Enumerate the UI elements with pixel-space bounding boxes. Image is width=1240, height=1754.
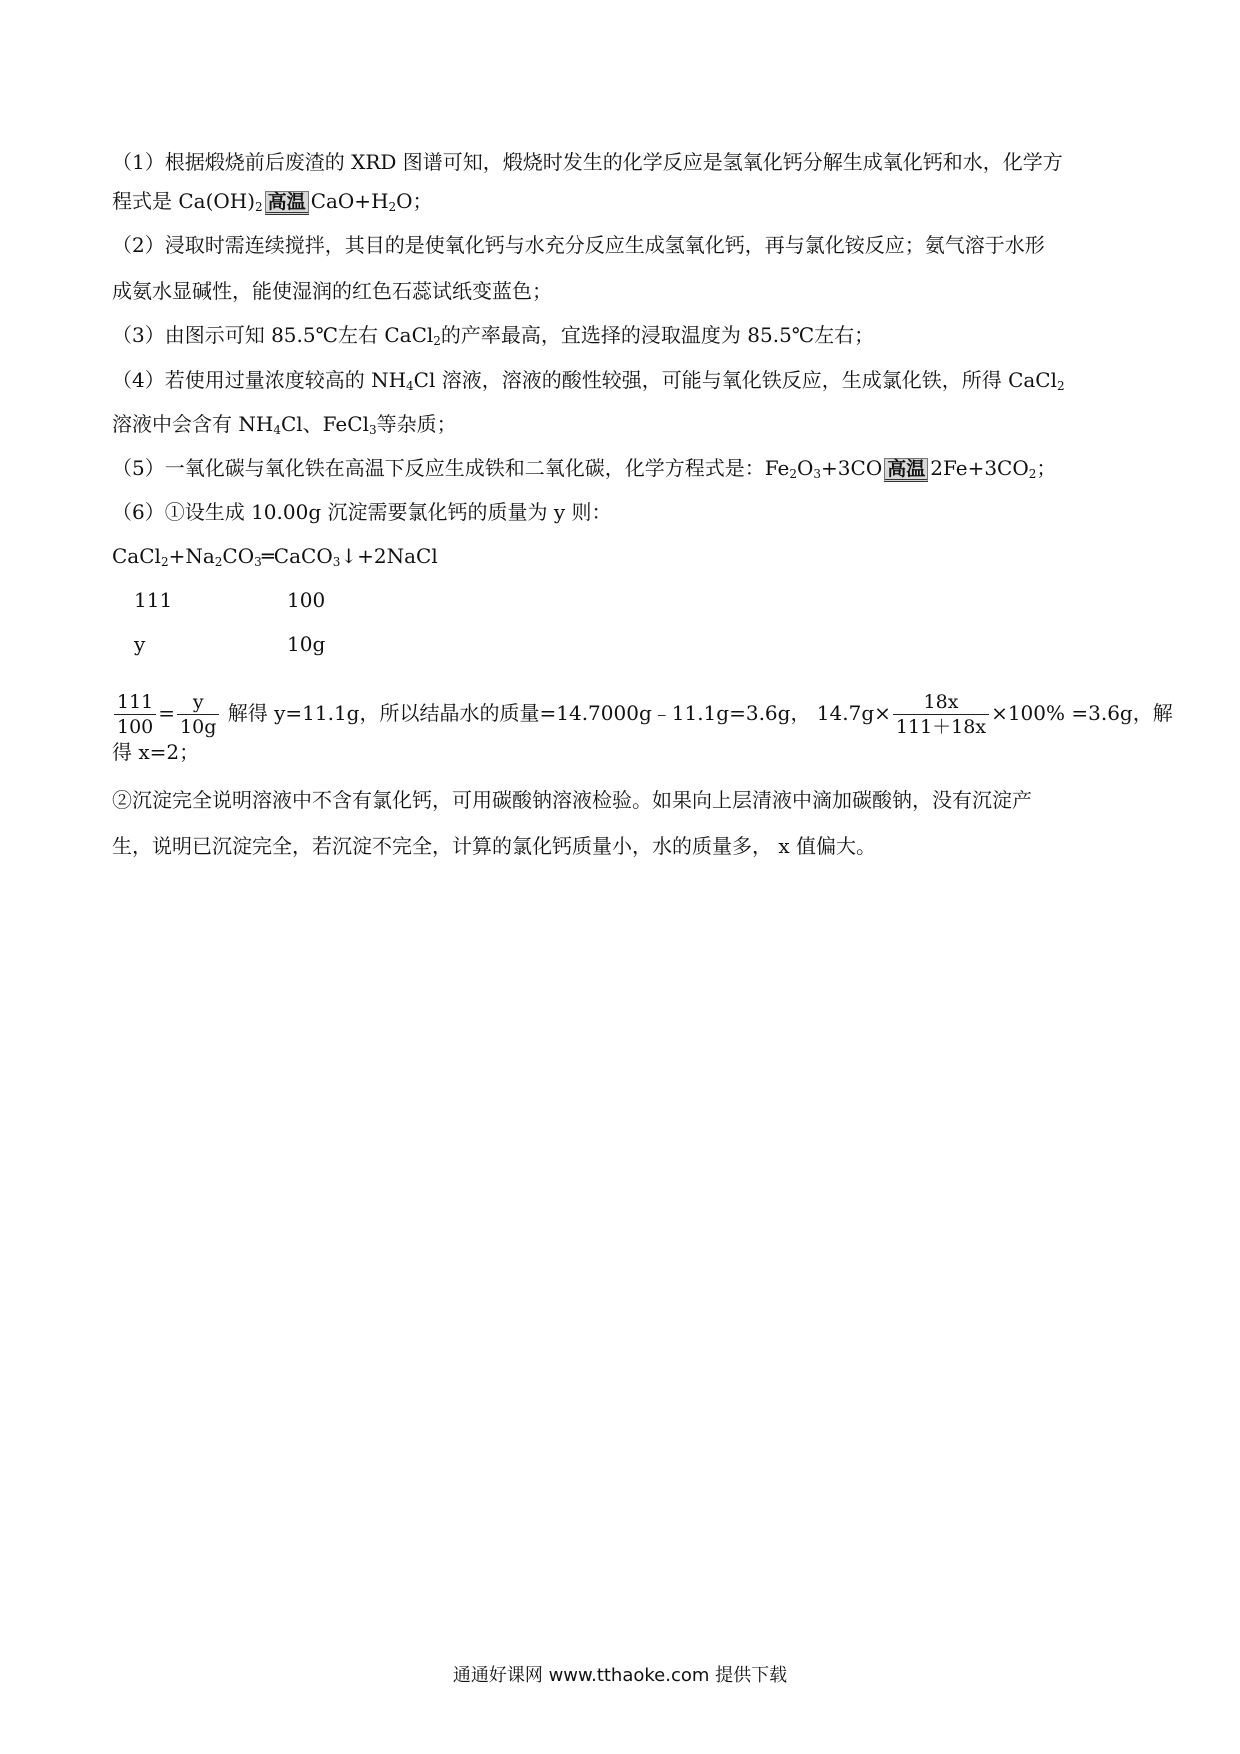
- numerator: 18x: [893, 690, 989, 715]
- subscript: 2: [1057, 379, 1065, 393]
- text: 等杂质；: [376, 412, 457, 436]
- text: 溶液中会含有 NH: [112, 412, 274, 436]
- subscript: 4: [273, 423, 281, 437]
- answer-4-line-2: [112, 410, 1137, 438]
- text: Cl、FeCl: [280, 412, 369, 436]
- subscript: 2: [255, 200, 263, 214]
- subscript: 3: [332, 555, 341, 569]
- fraction: [893, 690, 989, 739]
- fraction: [114, 690, 156, 739]
- proportion-result: 得 x=2；: [112, 740, 200, 764]
- answer-5-line: [112, 454, 1137, 482]
- subscript: 2: [160, 555, 169, 569]
- text: CaCl: [112, 544, 161, 568]
- unknown-left: y: [134, 632, 146, 656]
- subscript: 2: [789, 467, 797, 481]
- reaction-equation: [112, 542, 1137, 570]
- answer-3-line: [112, 321, 1137, 349]
- subscript: 2: [214, 555, 223, 569]
- footer-text: 通通好课网 www.tthaoke.com 提供下载: [452, 1665, 788, 1686]
- subscript: 2: [1028, 467, 1037, 481]
- subscript: 3: [254, 555, 262, 569]
- text: CO: [222, 544, 255, 568]
- text: （5）一氧化碳与氧化铁在高温下反应生成铁和二氧化碳，化学方程式是：Fe: [112, 456, 790, 480]
- denominator: 100: [117, 716, 154, 738]
- fraction: [177, 690, 219, 739]
- answer-2-line-1: （2）浸取时需连续搅拌，其目的是使氧化钙与水充分反应生成氢氧化钙，再与氯化铵反应；氨气溶于水形: [112, 233, 1045, 257]
- answer-1-line-2: [112, 187, 1137, 215]
- subscript: 4: [406, 379, 414, 393]
- equals-sign: =: [158, 701, 176, 725]
- text: （4）若使用过量浓度较高的 NH: [112, 368, 407, 392]
- text: 程式是 Ca(OH): [112, 189, 256, 213]
- text: ↓+2NaCl: [340, 544, 438, 568]
- answer-6-part-2-line-2: 生，说明已沉淀完全，若沉淀不完全，计算的氯化钙质量小，水的质量多， x 值偏大。: [112, 834, 876, 858]
- text: ×100% =3.6g，解: [991, 701, 1173, 725]
- numerator: y: [177, 690, 219, 715]
- numerator: 111: [114, 690, 156, 715]
- subscript: 3: [813, 467, 822, 481]
- text: +3CO: [821, 456, 883, 480]
- answer-2-line-2: 成氨水显碱性，能使湿润的红色石蕊试纸变蓝色；: [112, 279, 552, 303]
- answer-4-line-1: [112, 366, 1137, 394]
- mass-ratio-right: 100: [287, 588, 326, 612]
- text: ；: [1036, 456, 1057, 480]
- mass-ratio-left: 111: [134, 588, 173, 612]
- text: 2Fe+3CO: [930, 456, 1029, 480]
- text: CaO+H: [310, 189, 389, 213]
- text: （3）由图示可知 85.5℃左右 CaCl: [112, 323, 434, 347]
- denominator: 111＋18x: [895, 716, 987, 738]
- text: ═CaCO: [261, 544, 333, 568]
- answer-1-line-1: （1）根据煅烧前后废渣的 XRD 图谱可知，煅烧时发生的化学反应是氢氧化钙分解生成氧化钙和水，化学方: [112, 150, 1063, 174]
- subscript: 2: [433, 334, 441, 348]
- text: 解得 y=11.1g，所以结晶水的质量=14.7000g﹣11.1g=3.6g， 14.7g×: [227, 701, 891, 725]
- subscript: 2: [388, 200, 397, 214]
- text: O: [796, 456, 814, 480]
- proportion-calculation: [112, 690, 1173, 739]
- subscript: 3: [368, 423, 377, 437]
- text: O；: [396, 189, 433, 213]
- text: +Na: [168, 544, 215, 568]
- text: Cl 溶液，溶液的酸性较强，可能与氧化铁反应，生成氯化铁，所得 CaCl: [413, 368, 1058, 392]
- denominator: 10g: [180, 716, 217, 738]
- answer-6-part-2-line-1: ②沉淀完全说明溶液中不含有氯化钙，可用碳酸钠溶液检验。如果向上层清液中滴加碳酸钠，没有沉淀产: [112, 788, 1032, 812]
- text: 的产率最高，宜选择的浸取温度为 85.5℃左右；: [440, 323, 875, 347]
- answer-6-line-1: （6）①设生成 10.00g 沉淀需要氯化钙的质量为 y 则：: [112, 500, 612, 524]
- high-temperature-condition: 高温: [265, 191, 309, 215]
- unknown-right: 10g: [287, 632, 326, 656]
- high-temperature-condition: 高温: [884, 458, 928, 482]
